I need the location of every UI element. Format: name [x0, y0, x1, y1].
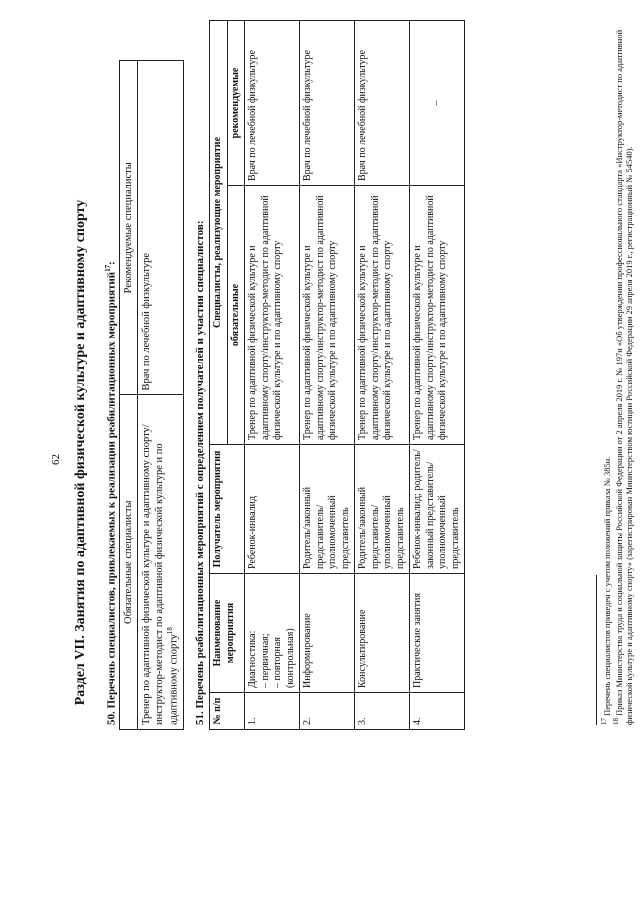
- row-num: 2.: [300, 693, 355, 730]
- table-row: [245, 21, 300, 730]
- measure-name-line: Диагностика:: [247, 630, 258, 688]
- recipient: Родитель/законный представитель/уполномоченный представитель: [300, 445, 355, 574]
- recipient: Ребенок-инвалид; родитель/законный представитель/уполномоченный представитель: [410, 445, 465, 574]
- recipient: Ребенок-инвалид: [245, 445, 300, 574]
- page-number: 62: [50, 454, 62, 465]
- required-specialist: Тренер по адаптивной физической культуре и адаптивному спорту/инструктор-методист по адаптивной физической культуре и по адаптивному спорту: [300, 186, 355, 445]
- measure-name-line: Консультирование: [357, 609, 368, 688]
- table-row: [410, 21, 465, 730]
- footnote-17: [600, 25, 612, 725]
- required-specialist: Тренер по адаптивной физической культуре и адаптивному спорту/инструктор-методист по адаптивной физической культуре и по адаптивному спорту: [410, 186, 465, 445]
- required-specialist: Тренер по адаптивной физической культуре и адаптивному спорту/инструктор-методист по адаптивной физической культуре и по адаптивному спорту: [245, 186, 300, 445]
- recommended-subheader: рекомендуемые: [227, 21, 245, 186]
- required-subheader: обязательные: [227, 186, 245, 445]
- required-specialists-cell: [138, 395, 184, 730]
- table-row: [300, 21, 355, 730]
- row-num: 3.: [355, 693, 410, 730]
- measure-name-header: Наименование мероприятия: [210, 574, 245, 693]
- measure-name-line: – повторная (контрольная): [272, 628, 296, 688]
- footnote-18-number: 18: [612, 718, 620, 725]
- recipient: Родитель/законный представитель/уполномоченный представитель: [355, 445, 410, 574]
- measure-name: [355, 574, 410, 693]
- measures-table: [209, 20, 465, 730]
- required-specialist: Тренер по адаптивной физической культуре и адаптивному спорту/инструктор-методист по адаптивной физической культуре и по адаптивному спорту: [355, 186, 410, 445]
- measure-name: [300, 574, 355, 693]
- item-51-heading: 51. Перечень реабилитационных мероприятий с определением получателей и участии специалистов:: [194, 220, 206, 725]
- measures-header-row: [210, 21, 228, 730]
- measure-name-line: – первичная;: [259, 633, 271, 688]
- footnote-17-text: Перечень специалистов приведен с учетом положений приказа № 385н.: [601, 456, 612, 716]
- required-specialists-header: Обязательные специалисты: [120, 395, 138, 730]
- recommended-specialist: Врач по лечебной физкультуре: [300, 21, 355, 186]
- footnote-18: [612, 25, 634, 725]
- specialists-table: [119, 60, 184, 730]
- row-num: 1.: [245, 693, 300, 730]
- footnote-ref-18: 18: [166, 627, 175, 635]
- footnote-separator: [596, 575, 597, 725]
- section-title: Раздел VII. Занятия по адаптивной физической культуре и адаптивному спорту: [73, 199, 88, 706]
- row-num: 4.: [410, 693, 465, 730]
- item-50-heading-text: 50. Перечень специалистов, привлекаемых к реализации реабилитационных мероприятий: [105, 271, 118, 725]
- recommended-specialists-cell: Врач по лечебной физкультуре: [138, 61, 184, 396]
- recommended-specialist: –: [410, 21, 465, 186]
- num-header: № п/п: [210, 693, 245, 730]
- recipient-header: Получатель мероприятия: [210, 445, 245, 574]
- item-50-heading: [104, 261, 119, 725]
- recommended-specialist: Врач по лечебной физкультуре: [245, 21, 300, 186]
- required-specialists-text: Тренер по адаптивной физической культуре и адаптивному спорту/ инструктор-методист по адаптивной физической культуре и по адаптивному спорту: [141, 424, 180, 725]
- table-row: [355, 21, 410, 730]
- measure-name: [410, 574, 465, 693]
- item-50-heading-end: :: [105, 261, 118, 265]
- footnote-18-text: Приказ Министерства труда и социальной защиты Российской Федерации от 2 апреля 2019 г. № 197н «Об утверждении профессионального стандарта «Инструктор-методист по адаптивной физической культуре и адаптивному спорту» (зарегистрирован Министерством юстиции Российской Федерации 29 апреля 2019 г., регистрационный № 54540).: [613, 29, 635, 725]
- measure-name-line: Информирование: [302, 613, 313, 688]
- recommended-specialist: Врач по лечебной физкультуре: [355, 21, 410, 186]
- footnote-ref-17: 17: [104, 264, 112, 272]
- measure-name-line: Практические занятия: [412, 592, 423, 688]
- footnote-17-number: 17: [600, 718, 608, 725]
- specialists-header: Специалисты, реализующие мероприятие: [210, 21, 228, 445]
- recommended-specialists-header: Рекомендуемые специалисты: [120, 61, 138, 396]
- measure-name: [245, 574, 300, 693]
